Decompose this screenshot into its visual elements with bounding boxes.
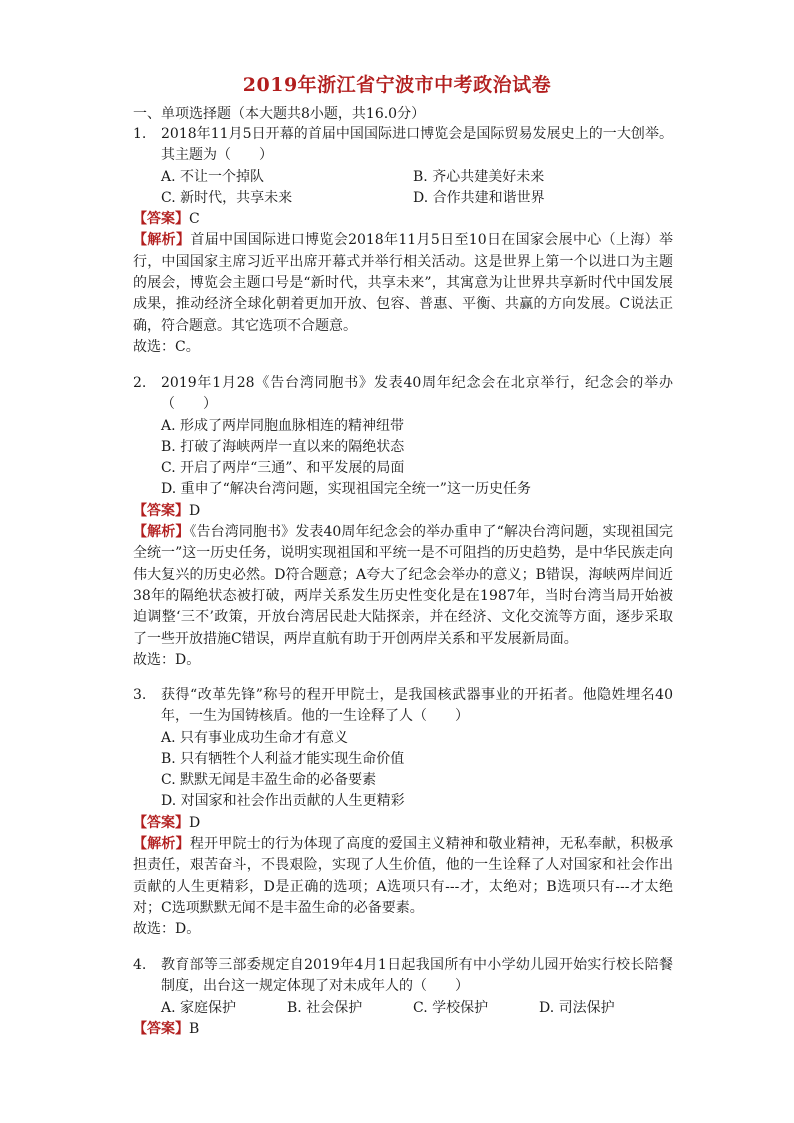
question-stem: 2018年11月5日开幕的首届中国国际进口博览会是国际贸易发展史上的一大创举。其主题为（ ） [161,126,673,164]
question-number: 3. [133,687,147,703]
question-stem: 获得“改革先锋”称号的程开甲院士，是我国核武器事业的开拓者。他隐姓埋名40年，一生为国铸核盾。他的一生诠释了人（ ） [161,687,673,725]
question-1 [133,124,673,358]
question-number: 1. [133,126,147,142]
answer-tag: 【答案】 [133,814,189,831]
answer-value: D [189,502,201,519]
answer-line [133,813,673,834]
conclusion: 故选：D。 [133,921,201,938]
conclusion: 故选：D。 [133,651,201,668]
section-heading: 一、单项选择题（本大题共8小题，共16.0分） [133,106,426,122]
analysis-text: 首届中国国际进口博览会2018年11月5日至10日在国家会展中心（上海）举行，中国国家主席习近平出席开幕式并举行相关活动。这是世界上第一个以进口为主题的展会，博览会主题口号是“新时代，共享未来”，其寓意为让世界共享新时代中国发展成果，推动经济全球化朝着更加开放、包容、普惠、平衡、共赢的方向发展。C说法正确，符合题意。其它选项不合题意。 [133,232,673,334]
option-d: D. 合作共建和谐世界 [413,189,545,206]
conclusion: 故选：C。 [133,338,200,355]
analysis [133,522,673,650]
options [133,167,673,210]
option-a: A. 家庭保护 [161,999,237,1016]
analysis [133,834,673,919]
option-c: C. 开启了两岸“三通”、和平发展的局面 [161,460,405,477]
answer-line [133,209,673,230]
answer-tag: 【答案】 [133,502,189,519]
option-d: D. 对国家和社会作出贡献的人生更精彩 [161,793,405,810]
option-c: C. 学校保护 [413,999,489,1016]
options [133,416,673,501]
analysis-tag: 【解析】 [133,524,190,541]
answer-value: B [189,1020,200,1037]
question-number: 2. [133,375,147,391]
option-a: A. 不让一个掉队 [161,168,265,185]
option-a: A. 形成了两岸同胞血脉相连的精神纽带 [161,417,405,434]
analysis [133,230,673,336]
analysis-tag: 【解析】 [133,232,191,249]
answer-value: C [189,211,200,228]
question-stem: 教育部等三部委规定自2019年4月1日起我国所有中小学幼儿园开始实行校长陪餐制度，出台这一规定体现了对未成年人的（ ） [161,957,673,995]
question-3 [133,685,673,941]
answer-line [133,1019,673,1040]
option-d: D. 重申了“解决台湾问题，实现祖国完全统一”这一历史任务 [161,481,531,498]
answer-line [133,501,673,522]
option-b: B. 社会保护 [287,999,363,1016]
option-c: C. 新时代，共享未来 [161,189,293,206]
question-stem: 2019年1月28《告台湾同胞书》发表40周年纪念会在北京举行，纪念会的举办（ ） [161,375,673,413]
option-b: B. 只有牺牲个人利益才能实现生命价值 [161,750,405,767]
answer-tag: 【答案】 [133,1020,189,1037]
analysis-tag: 【解析】 [133,836,190,853]
option-a: A. 只有事业成功生命才有意义 [161,729,349,746]
option-c: C. 默默无闻是丰盈生命的必备要素 [161,772,377,789]
option-b: B. 齐心共建美好未来 [413,168,545,185]
answer-value: D [189,814,201,831]
option-b: B. 打破了海峡两岸一直以来的隔绝状态 [161,438,405,455]
option-d: D. 司法保护 [539,999,615,1016]
analysis-text: 《告台湾同胞书》发表40周年纪念会的举办重申了“解决台湾问题，实现祖国完全统一”这一历史任务，说明实现祖国和平统一是不可阻挡的历史趋势，是中华民族走向伟大复兴的历史必然。D符合题意；A夸大了纪念会举办的意义；B错误，海峡两岸间近38年的隔绝状态被打破，两岸关系发生历史性变化是在1987年，当时台湾当局开始被迫调整‘三不’政策，开放台湾居民赴大陆探亲，并在经济、文化交流等方面，逐步采取了一些开放措施C错误，两岸直航有助于开创两岸关系和平发展新局面。 [133,524,674,647]
options [133,998,673,1019]
analysis-text: 程开甲院士的行为体现了高度的爱国主义精神和敬业精神，无私奉献，积极承担责任，艰苦奋斗，不畏艰险，实现了人生价值，他的一生诠释了人对国家和社会作出贡献的人生更精彩，D是正确的选项；A选项只有---才，太绝对；B选项只有---才太绝对；C选项默默无闻不是丰盈生命的必备要素。 [133,836,674,916]
options [133,728,673,813]
question-2 [133,373,673,671]
answer-tag: 【答案】 [133,211,189,228]
question-number: 4. [133,957,147,973]
question-4 [133,955,673,1040]
page-title: 2019年浙江省宁波市中考政治试卷 [242,74,552,96]
